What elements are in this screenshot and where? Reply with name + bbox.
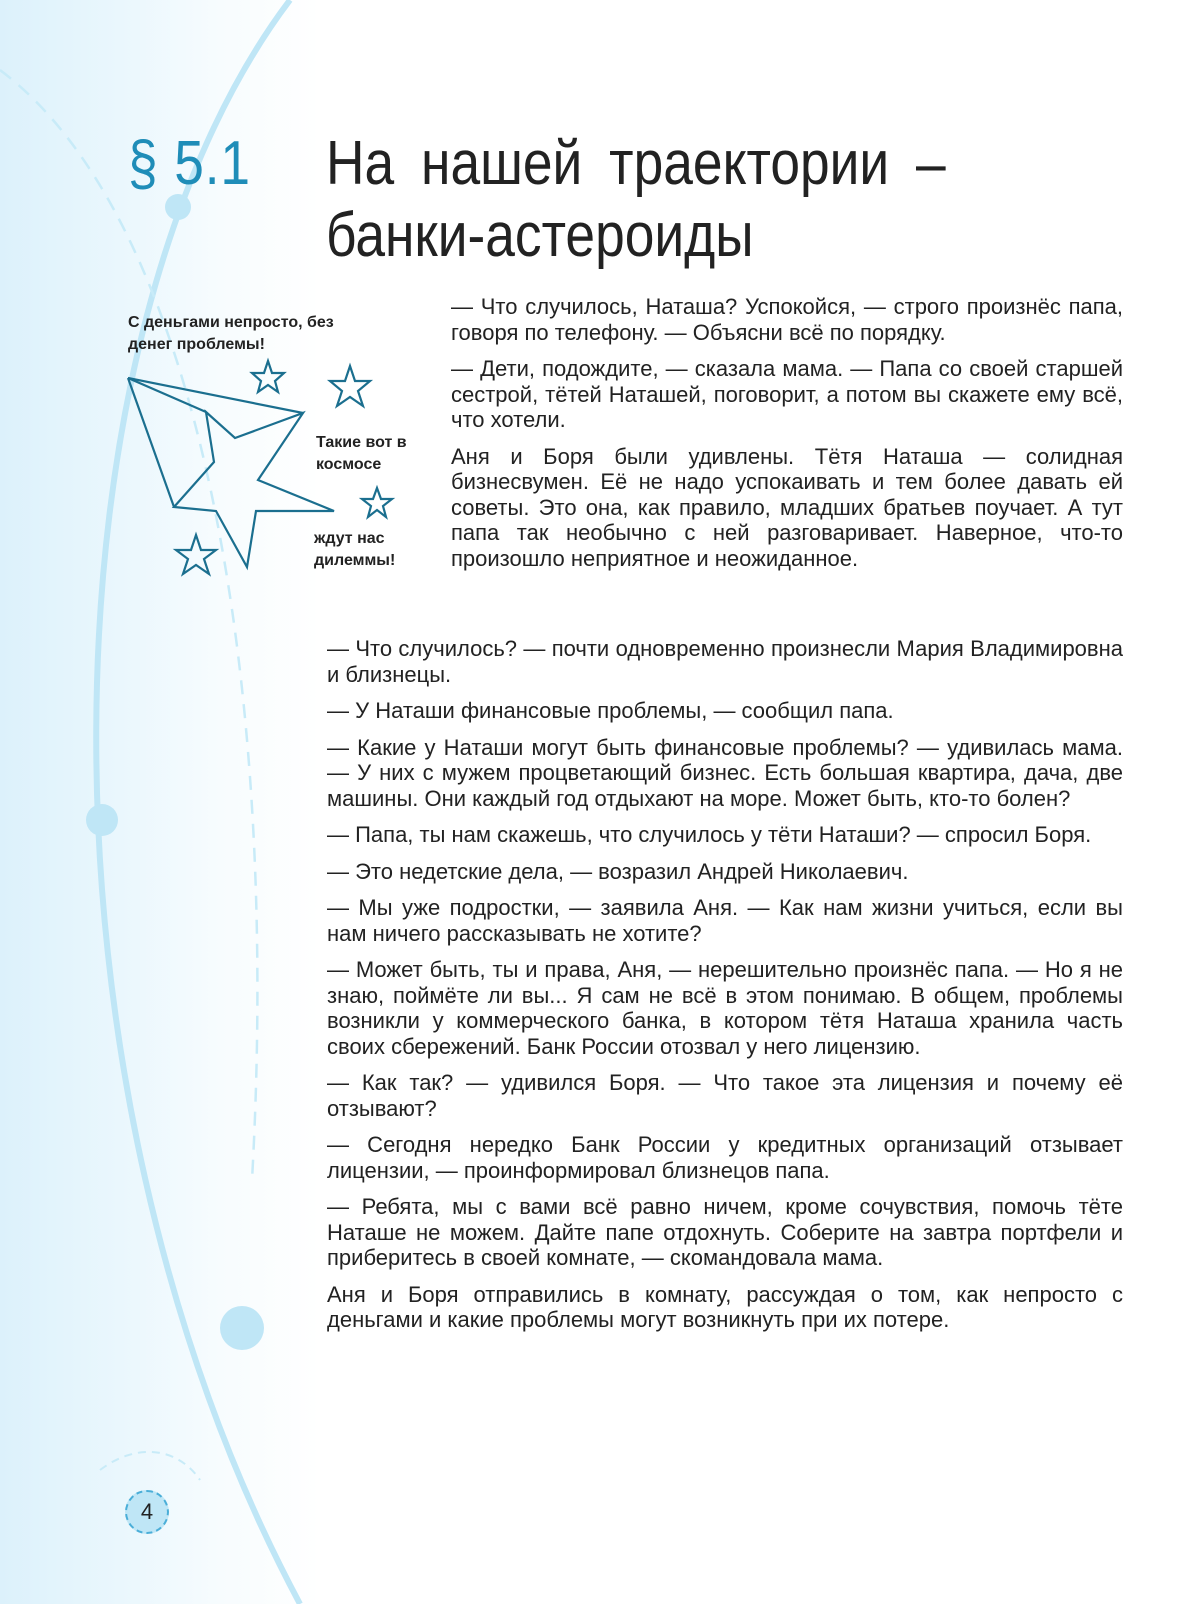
sidebar-caption-bottom: ждут нас дилеммы! xyxy=(314,530,396,569)
paragraph: — Что случилось? — почти одновременно произнесли Мария Владимировна и близнецы. xyxy=(327,636,1123,687)
sidebar-caption-top: С деньгами непросто, без денег проблемы! xyxy=(128,314,334,353)
orbit-dot xyxy=(220,1306,264,1350)
paragraph: Аня и Боря отправились в комнату, рассуждая о том, как непросто с деньгами и какие проблемы могут возникнуть при их потере. xyxy=(327,1281,1123,1332)
paragraph: — Мы уже подростки, — заявила Аня. — Как нам жизни учиться, если вы нам ничего рассказывать не хотите? xyxy=(327,895,1123,946)
orbit-line xyxy=(96,0,300,1604)
big-star-icon xyxy=(128,378,334,567)
section-number: § 5.1 xyxy=(128,129,251,198)
paragraph: — Папа, ты нам скажешь, что случилось у тёти Наташи? — спросил Боря. xyxy=(327,822,1092,847)
paragraph: Аня и Боря были удивлены. Тётя Наташа — солидная бизнесвумен. Её не надо успокаивать и тем более давать ей советы. Это она, как правило, младших братьев поучает. А тут папа так необычно с ней разговаривает. Наверное, что-то произошло неприятное и неожиданное. xyxy=(451,443,1123,571)
paragraph: — Дети, подождите, — сказала мама. — Папа со своей старшей сестрой, тётей Наташей, поговорит, а потом вы скажете ему всё, что хотели. xyxy=(451,356,1123,432)
full-text-column xyxy=(327,636,1123,1344)
orbit-dashed-line xyxy=(0,70,257,1180)
paragraph: — Ребята, мы с вами всё равно ничем, кроме сочувствия, помочь тёте Наташе не можем. Дайте папе отдохнуть. Соберите на завтра портфели и приберитесь в своей комнате, — скомандовала мама. xyxy=(327,1194,1123,1270)
paragraph: — У Наташи финансовые проблемы, — сообщил папа. xyxy=(327,698,894,723)
sidebar-caption-mid: Такие вот в космосе xyxy=(316,434,407,473)
paragraph: — Какие у Наташи могут быть финансовые проблемы? — удивилась мама. — У них с мужем процветающий бизнес. Есть большая квартира, дача, две машины. Они каждый год отдыхают на море. Может быть, кто-то болен? xyxy=(327,734,1123,811)
paragraph: — Сегодня нередко Банк России у кредитных организаций отзывает лицензии, — проинформировал близнецов папа. xyxy=(327,1132,1123,1183)
title-line: банки-астероиды xyxy=(326,201,754,270)
page-title xyxy=(326,128,980,272)
star-icon xyxy=(330,366,370,406)
page-number: 4 xyxy=(125,1490,169,1534)
star-icon xyxy=(252,361,284,392)
paragraph: — Что случилось, Наташа? Успокойся, — строго произнёс папа, говоря по телефону. — Объясни всё по порядку. xyxy=(451,294,1123,345)
paragraph: — Может быть, ты и права, Аня, — нерешительно произнёс папа. — Но я не знаю, поймёте ли вы... Я сам не всё в этом понимаю. В общем, проблемы возникли у коммерческого банка, в котором тётя Наташа хранила часть своих сбережений. Банк России отозвал у него лицензию. xyxy=(327,957,1123,1059)
title-line: На нашей траектории – xyxy=(326,129,946,198)
paragraph: — Это недетские дела, — возразил Андрей Николаевич. xyxy=(327,858,909,884)
orbit-dot xyxy=(86,804,118,836)
narrow-text-column xyxy=(451,294,1123,582)
paragraph: — Как так? — удивился Боря. — Что такое эта лицензия и почему её отзывают? xyxy=(327,1070,1123,1121)
star-icon xyxy=(176,535,216,574)
star-icon xyxy=(362,488,392,517)
orbit-dashed-arc xyxy=(100,1452,200,1480)
